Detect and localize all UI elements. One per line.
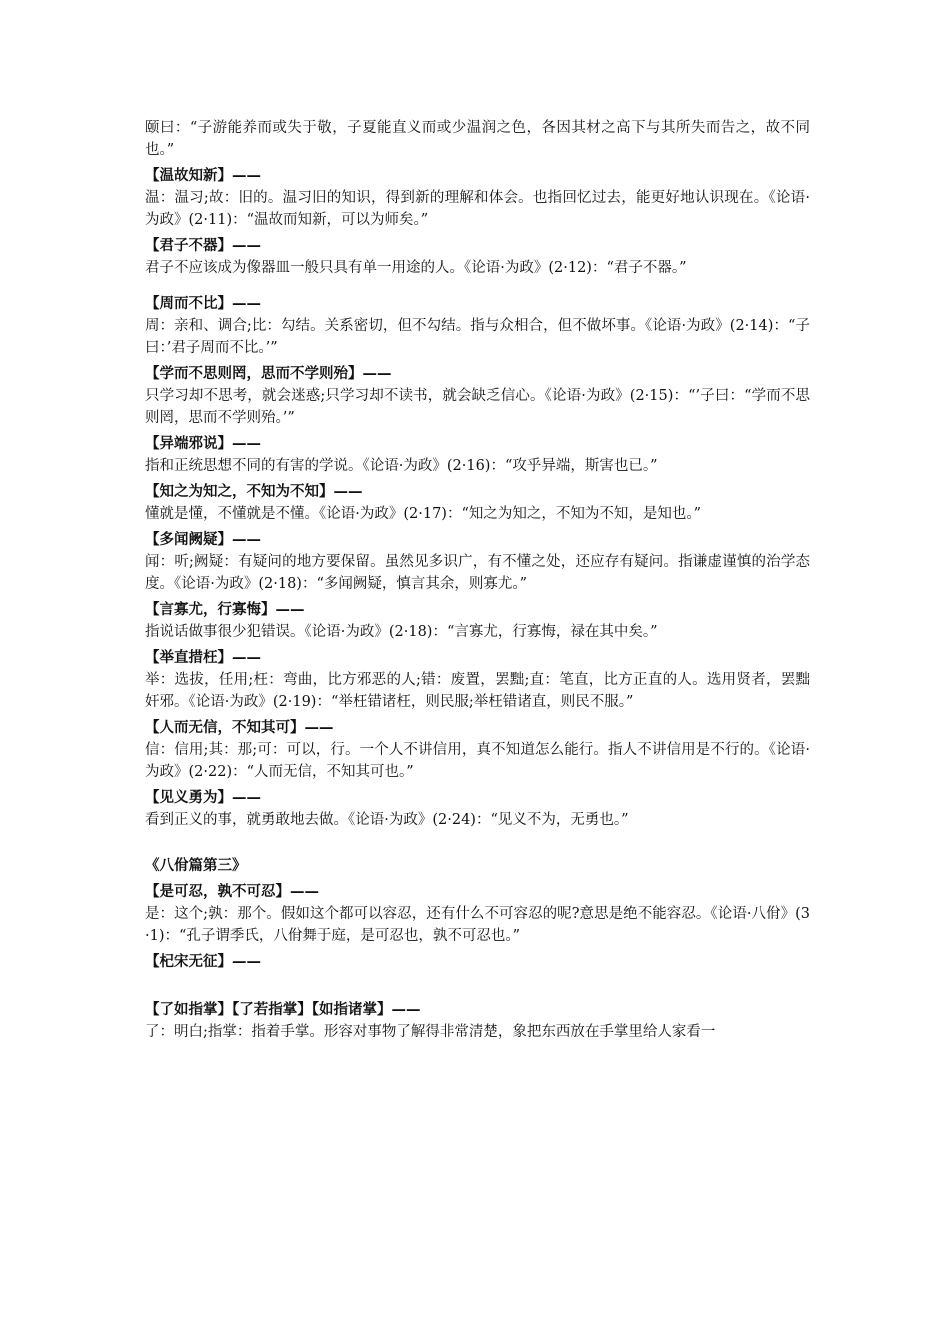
- entry-body-wengu-zhixin: 温：温习;故：旧的。温习旧的知识，得到新的理解和体会。也指回忆过去，能更好地认识现在。《论语·为政》(2·11)：“温故而知新，可以为师矣。”: [145, 190, 810, 228]
- entry-body-yan-gua-you: 指说话做事很少犯错误。《论语·为政》(2·18)：“言寡尤，行寡悔，禄在其中矣。”: [145, 624, 658, 640]
- entry-body-liao-ru-zhi-zhang: 了：明白;指掌：指着手掌。形容对事物了解得非常清楚，象把东西放在手掌里给人家看一: [145, 1024, 716, 1040]
- entry-heading-zhi-zhi-wei-zhi-zhi: 【知之为知之，不知为不知】——: [145, 484, 363, 500]
- entry-heading-yiduan-xieshuo: 【异端邪说】——: [145, 436, 261, 452]
- entry-heading-wengu-zhixin: 【温故知新】——: [145, 168, 261, 184]
- entry-body-jian-yi-yong-wei: 看到正义的事，就勇敢地去做。《论语·为政》(2·24)：“见义不为，无勇也。”: [145, 812, 629, 828]
- entry-heading-qi-song-wu-zheng: 【杞宋无征】——: [145, 954, 261, 970]
- entry-heading-liao-ru-zhi-zhang: 【了如指掌】【了若指掌】【如指诸掌】——: [145, 1002, 421, 1018]
- chapter-heading-bayi: 《八佾篇第三》: [145, 858, 247, 874]
- entry-heading-ren-er-wu-xin: 【人而无信，不知其可】——: [145, 720, 334, 736]
- entry-body-shi-ke-ren: 是：这个;孰：那个。假如这个都可以容忍，还有什么不可容忍的呢?意思是绝不能容忍。《论语·八佾》(3·1)：“孔子谓季氏，八佾舞于庭，是可忍也，孰不可忍也。”: [145, 906, 810, 944]
- entry-heading-jian-yi-yong-wei: 【见义勇为】——: [145, 790, 261, 806]
- entry-body-ren-er-wu-xin: 信：信用;其：那;可：可以，行。一个人不讲信用，真不知道怎么能行。指人不讲信用是不行的。《论语·为政》(2·22)：“人而无信，不知其可也。”: [145, 742, 810, 780]
- entry-heading-yan-gua-you: 【言寡尤，行寡悔】——: [145, 602, 305, 618]
- entry-heading-ju-zhi-cuo-wang: 【举直措枉】——: [145, 650, 261, 666]
- document-page: [145, 117, 810, 1043]
- entry-heading-duo-wen-que-yi: 【多闻阙疑】——: [145, 532, 261, 548]
- entry-body-duo-wen-que-yi: 闻：听;阙疑：有疑问的地方要保留。虽然见多识广，有不懂之处，还应存有疑问。指谦虚谨慎的治学态度。《论语·为政》(2·18)：“多闻阙疑，慎言其余，则寡尤。”: [145, 554, 810, 592]
- entry-body-ju-zhi-cuo-wang: 举：选拔，任用;枉：弯曲，比方邪恶的人;错：废置，罢黜;直：笔直，比方正直的人。选用贤者，罢黜奸邪。《论语·为政》(2·19)：“举枉错诸枉，则民服;举枉错诸直，则民不服。”: [145, 672, 810, 710]
- entry-body-zhou-er-bu-bi: 周：亲和、调合;比：勾结。关系密切，但不勾结。指与众相合，但不做坏事。《论语·为政》(2·14)：“子曰：’君子周而不比。’”: [145, 318, 810, 356]
- entry-heading-zhou-er-bu-bi: 【周而不比】——: [145, 296, 261, 312]
- entry-body-xue-er-bu-si: 只学习却不思考，就会迷惑;只学习却不读书，就会缺乏信心。《论语·为政》(2·15)：“’子曰：“学而不思则罔，思而不学则殆。’”: [145, 388, 810, 426]
- spacer: [145, 279, 810, 289]
- entry-heading-shi-ke-ren: 【是可忍，孰不可忍】——: [145, 884, 319, 900]
- paragraph-intro: 颐曰：“子游能养而或失于敬，子夏能直义而或少温润之色，各因其材之高下与其所失而告之，故不同也。”: [145, 120, 810, 158]
- entry-heading-xue-er-bu-si: 【学而不思则罔，思而不学则殆】——: [145, 366, 392, 382]
- entry-body-junzi-buqi: 君子不应该成为像器皿一般只具有单一用途的人。《论语·为政》(2·12)：“君子不器。”: [145, 260, 687, 276]
- spacer: [145, 973, 810, 995]
- entry-body-yiduan-xieshuo: 指和正统思想不同的有害的学说。《论语·为政》(2·16)：“攻乎异端，斯害也已。”: [145, 458, 658, 474]
- entry-heading-junzi-buqi: 【君子不器】——: [145, 238, 261, 254]
- entry-body-zhi-zhi-wei-zhi-zhi: 懂就是懂，不懂就是不懂。《论语·为政》(2·17)：“知之为知之，不知为不知，是知也。”: [145, 506, 702, 522]
